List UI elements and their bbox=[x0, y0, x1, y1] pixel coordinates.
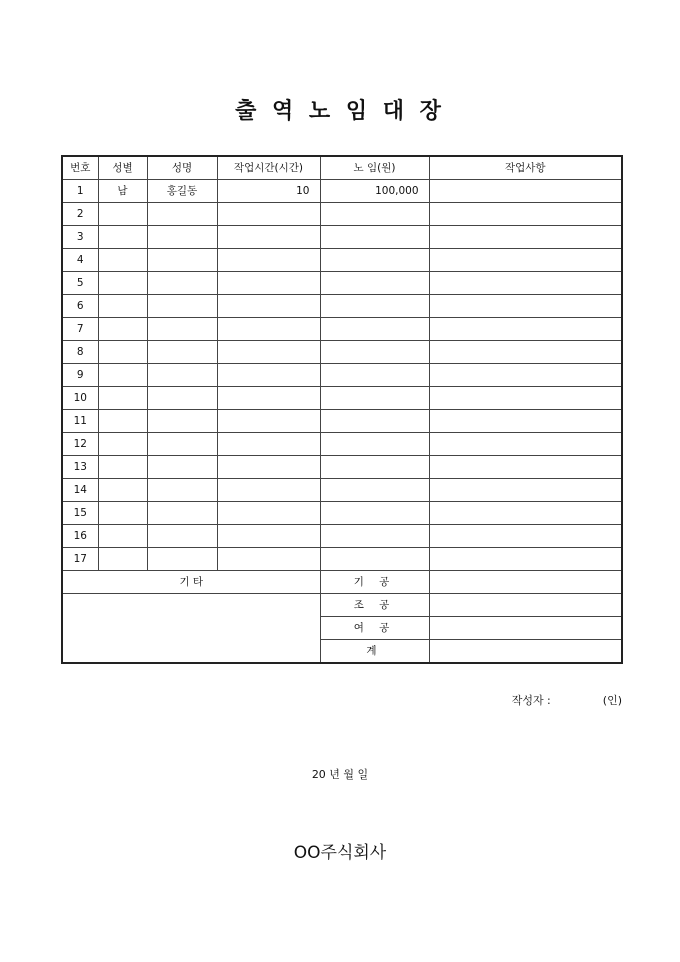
row-name bbox=[147, 456, 217, 479]
row-wage bbox=[320, 318, 429, 341]
row-work-details bbox=[429, 203, 622, 226]
row-name bbox=[147, 341, 217, 364]
row-name bbox=[147, 226, 217, 249]
row-work-details bbox=[429, 295, 622, 318]
summary-label: 기 공 bbox=[320, 571, 429, 594]
row-wage bbox=[320, 203, 429, 226]
row-number: 9 bbox=[62, 364, 98, 387]
row-work-hours bbox=[217, 341, 320, 364]
wage-ledger-table bbox=[61, 155, 623, 664]
row-work-hours bbox=[217, 387, 320, 410]
row-name bbox=[147, 502, 217, 525]
row-name: 홍길동 bbox=[147, 180, 217, 203]
table-row bbox=[62, 364, 622, 387]
row-gender bbox=[98, 525, 147, 548]
row-work-hours bbox=[217, 502, 320, 525]
table-row bbox=[62, 410, 622, 433]
table-row bbox=[62, 226, 622, 249]
row-work-details bbox=[429, 249, 622, 272]
other-label: 기 타 bbox=[62, 571, 320, 594]
row-work-hours bbox=[217, 249, 320, 272]
company-name: OO주식회사 bbox=[293, 843, 387, 863]
row-name bbox=[147, 249, 217, 272]
row-name bbox=[147, 410, 217, 433]
row-gender bbox=[98, 548, 147, 571]
row-work-details bbox=[429, 180, 622, 203]
table-row bbox=[62, 525, 622, 548]
row-work-hours bbox=[217, 364, 320, 387]
summary-label: 계 bbox=[320, 640, 429, 664]
header-name: 성명 bbox=[147, 156, 217, 180]
summary-row bbox=[62, 594, 622, 617]
header-gender: 성별 bbox=[98, 156, 147, 180]
row-number: 13 bbox=[62, 456, 98, 479]
row-work-hours: 10 bbox=[217, 180, 320, 203]
row-work-details bbox=[429, 272, 622, 295]
document-title: 출 역 노 임 대 장 bbox=[235, 99, 445, 124]
row-name bbox=[147, 548, 217, 571]
row-wage bbox=[320, 272, 429, 295]
header-number: 번호 bbox=[62, 156, 98, 180]
row-work-hours bbox=[217, 318, 320, 341]
row-work-details bbox=[429, 364, 622, 387]
table-row bbox=[62, 249, 622, 272]
row-gender bbox=[98, 341, 147, 364]
row-work-hours bbox=[217, 479, 320, 502]
row-wage bbox=[320, 410, 429, 433]
row-work-details bbox=[429, 502, 622, 525]
row-work-hours bbox=[217, 272, 320, 295]
row-work-details bbox=[429, 387, 622, 410]
row-work-details bbox=[429, 548, 622, 571]
row-work-hours bbox=[217, 525, 320, 548]
row-wage bbox=[320, 525, 429, 548]
row-gender bbox=[98, 295, 147, 318]
row-name bbox=[147, 318, 217, 341]
row-number: 1 bbox=[62, 180, 98, 203]
row-work-hours bbox=[217, 203, 320, 226]
row-name bbox=[147, 433, 217, 456]
row-number: 16 bbox=[62, 525, 98, 548]
row-number: 17 bbox=[62, 548, 98, 571]
row-number: 11 bbox=[62, 410, 98, 433]
row-number: 8 bbox=[62, 341, 98, 364]
row-gender: 남 bbox=[98, 180, 147, 203]
row-wage bbox=[320, 364, 429, 387]
row-name bbox=[147, 387, 217, 410]
header-work-hours: 작업시간(시간) bbox=[217, 156, 320, 180]
table-row bbox=[62, 548, 622, 571]
table-row bbox=[62, 387, 622, 410]
summary-label: 조 공 bbox=[320, 594, 429, 617]
row-work-hours bbox=[217, 295, 320, 318]
row-work-hours bbox=[217, 456, 320, 479]
summary-row bbox=[62, 571, 622, 594]
row-work-details bbox=[429, 433, 622, 456]
row-work-details bbox=[429, 226, 622, 249]
row-work-details bbox=[429, 525, 622, 548]
row-gender bbox=[98, 387, 147, 410]
row-gender bbox=[98, 226, 147, 249]
row-work-hours bbox=[217, 410, 320, 433]
row-number: 14 bbox=[62, 479, 98, 502]
row-number: 15 bbox=[62, 502, 98, 525]
table-row bbox=[62, 433, 622, 456]
table-row bbox=[62, 180, 622, 203]
table-row bbox=[62, 479, 622, 502]
row-wage bbox=[320, 295, 429, 318]
summary-label: 여 공 bbox=[320, 617, 429, 640]
row-number: 7 bbox=[62, 318, 98, 341]
table-row bbox=[62, 295, 622, 318]
row-name bbox=[147, 203, 217, 226]
table-row bbox=[62, 272, 622, 295]
row-gender bbox=[98, 410, 147, 433]
row-wage bbox=[320, 249, 429, 272]
row-wage bbox=[320, 479, 429, 502]
row-work-hours bbox=[217, 433, 320, 456]
writer-label: 작성자 : bbox=[511, 694, 551, 707]
row-wage bbox=[320, 548, 429, 571]
row-number: 6 bbox=[62, 295, 98, 318]
table-row bbox=[62, 341, 622, 364]
row-gender bbox=[98, 272, 147, 295]
row-wage bbox=[320, 433, 429, 456]
row-number: 3 bbox=[62, 226, 98, 249]
row-gender bbox=[98, 364, 147, 387]
row-gender bbox=[98, 502, 147, 525]
table-row bbox=[62, 318, 622, 341]
row-number: 10 bbox=[62, 387, 98, 410]
table-header-row bbox=[62, 156, 622, 180]
row-gender bbox=[98, 203, 147, 226]
summary-value bbox=[429, 594, 622, 617]
table-row bbox=[62, 456, 622, 479]
header-wage: 노 임(원) bbox=[320, 156, 429, 180]
row-number: 5 bbox=[62, 272, 98, 295]
row-wage bbox=[320, 456, 429, 479]
table-row bbox=[62, 502, 622, 525]
date-line: 20 년 월 일 bbox=[311, 768, 369, 781]
row-name bbox=[147, 272, 217, 295]
summary-value bbox=[429, 617, 622, 640]
row-gender bbox=[98, 456, 147, 479]
row-name bbox=[147, 364, 217, 387]
row-number: 4 bbox=[62, 249, 98, 272]
row-number: 2 bbox=[62, 203, 98, 226]
row-wage: 100,000 bbox=[320, 180, 429, 203]
row-work-details bbox=[429, 341, 622, 364]
row-name bbox=[147, 525, 217, 548]
row-work-details bbox=[429, 410, 622, 433]
row-wage bbox=[320, 502, 429, 525]
header-work-details: 작업사항 bbox=[429, 156, 622, 180]
row-gender bbox=[98, 433, 147, 456]
row-gender bbox=[98, 318, 147, 341]
table-row bbox=[62, 203, 622, 226]
seal-mark: (인) bbox=[602, 694, 622, 707]
summary-value bbox=[429, 571, 622, 594]
row-wage bbox=[320, 387, 429, 410]
row-wage bbox=[320, 341, 429, 364]
row-wage bbox=[320, 226, 429, 249]
row-work-details bbox=[429, 318, 622, 341]
other-notes-area bbox=[62, 594, 320, 664]
row-gender bbox=[98, 479, 147, 502]
row-work-hours bbox=[217, 226, 320, 249]
row-work-details bbox=[429, 456, 622, 479]
row-number: 12 bbox=[62, 433, 98, 456]
row-name bbox=[147, 295, 217, 318]
writer-line bbox=[512, 692, 622, 708]
row-work-details bbox=[429, 479, 622, 502]
row-name bbox=[147, 479, 217, 502]
summary-value bbox=[429, 640, 622, 664]
row-work-hours bbox=[217, 548, 320, 571]
row-gender bbox=[98, 249, 147, 272]
